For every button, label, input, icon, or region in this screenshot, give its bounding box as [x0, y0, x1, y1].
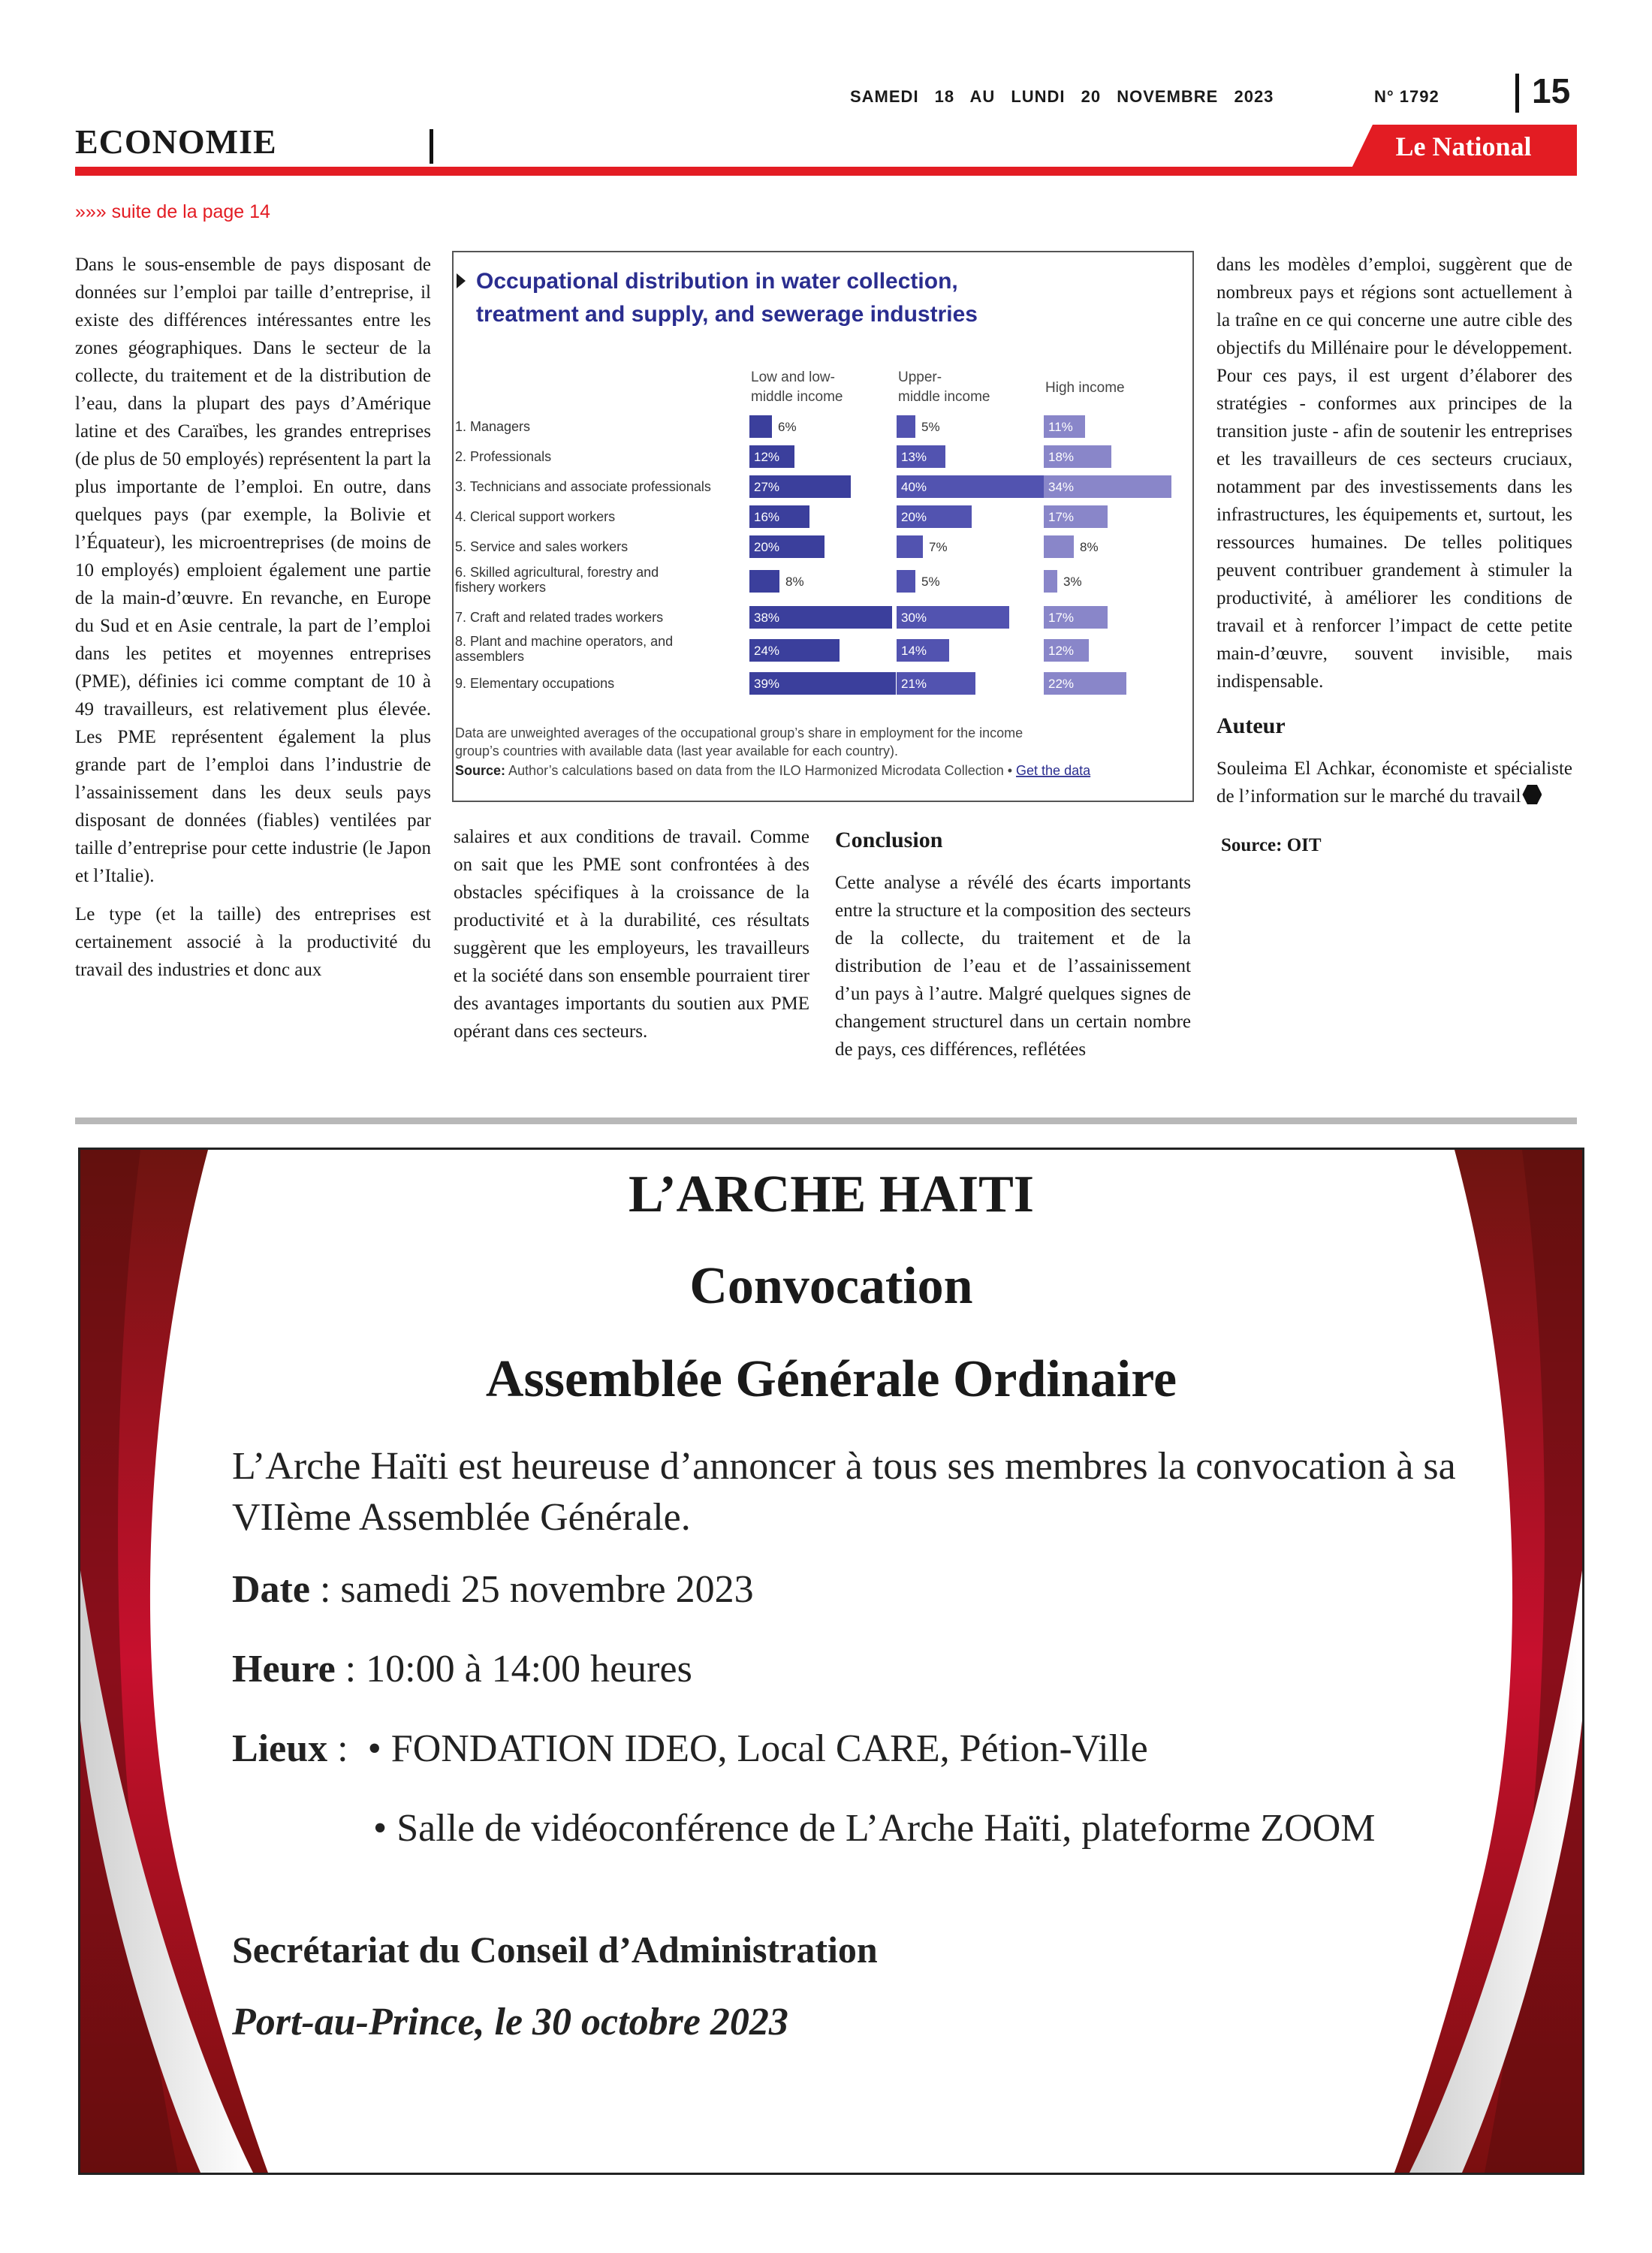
continued-from-link[interactable]: »»» suite de la page 14	[75, 201, 270, 222]
chart-source	[455, 763, 1091, 778]
category-label: fishery workers	[455, 580, 547, 595]
section-divider	[430, 129, 433, 164]
bar-value-label: 12%	[1048, 644, 1075, 658]
bar-value-label: 11%	[1048, 420, 1073, 434]
article-source: Source: OIT	[1221, 835, 1322, 855]
bar-value-label: 8%	[785, 575, 804, 589]
notice-time-line	[232, 1647, 692, 1691]
article-column-2	[454, 823, 809, 1056]
series-label: High income	[1045, 380, 1125, 396]
notice-subtitle: Convocation	[689, 1257, 973, 1315]
conclusion-heading: Conclusion	[835, 828, 943, 852]
issue-number: N° 1792	[1374, 87, 1439, 106]
bar-value-label: 5%	[921, 575, 940, 589]
category-label: 1. Managers	[455, 419, 531, 434]
category-label: 5. Service and sales workers	[455, 539, 629, 554]
notice-place-date: Port-au-Prince, le 30 octobre 2023	[232, 2001, 788, 2043]
bar-value-label: 21%	[901, 677, 927, 691]
bar-value-label: 3%	[1063, 575, 1082, 589]
section-separator	[75, 1117, 1577, 1124]
bar-value-label: 5%	[921, 420, 940, 434]
convocation-notice	[78, 1148, 1584, 2175]
chart-title: treatment and supply, and sewerage industries	[476, 302, 978, 327]
article-column-3	[835, 826, 1191, 1074]
category-label: 9. Elementary occupations	[455, 676, 615, 691]
bar-value-label: 27%	[754, 480, 780, 494]
chart-bar	[749, 415, 772, 438]
end-of-article-icon	[1522, 785, 1542, 804]
time-value: : 10:00 à 14:00 heures	[335, 1648, 692, 1691]
bar-value-label: 8%	[1080, 540, 1099, 554]
bar-value-label: 24%	[754, 644, 780, 658]
article-paragraph: Cette analyse a révélé des écarts importants entre la structure et la composition des secteurs de la collecte, du traitement et de la distribution de l’eau et de l’assainissement d’un pays à l’autre. Malgré quelques signes de changement structurel dans un certain nombre de pays, ces différences, reflétées	[835, 873, 1191, 1060]
series-label: middle income	[751, 389, 843, 405]
bar-value-label: 38%	[754, 611, 780, 625]
get-the-data-link[interactable]: Get the data	[1016, 763, 1091, 778]
date-value: : samedi 25 novembre 2023	[309, 1568, 754, 1611]
author-bio	[1216, 755, 1572, 810]
chart-note: Data are unweighted averages of the occupational group’s share in employment for the income	[455, 725, 1023, 740]
category-label: 7. Craft and related trades workers	[455, 610, 664, 625]
bar-value-label: 17%	[1048, 611, 1075, 625]
article-paragraph: Dans le sous-ensemble de pays disposant de données sur l’emploi par taille d’entreprise, il existe des différences intéressantes entre les zones géographiques. Dans le secteur de la collecte, du traitement et de la distribution de l’eau, dans la plupart des pays d’Amérique latine et des Caraïbes, les grandes entreprises (de plus de 50 employés) représentent la part la plus importante de l’emploi. En outre, dans quelques pays (par exemple, la Bolivie et l’Équateur), les microentreprises (de moins de 10 employés) emploient également une partie de la main-d’œuvre. En revanche, en Europe du Sud et en Asie centrale, la part de l’emploi dans les petites et moyennes entreprises (PME), définies ici comme comptant de 10 à 49 travailleurs, est relativement plus élevée. Les PME représentent également la plus grande part de l’emploi dans l’industrie de l’assainissement dans les deux seuls pays disposant de données (fiables) ventilées par taille d’entreprise pour cette industrie (le Japon et l’Italie).	[75, 255, 431, 886]
bar-value-label: 22%	[1048, 677, 1075, 691]
time-label: Heure	[232, 1648, 336, 1691]
series-label: middle income	[898, 389, 990, 405]
category-label: 3. Technicians and associate professionals	[455, 479, 711, 494]
paper-name: Le National	[1395, 131, 1532, 161]
article-paragraph: dans les modèles d’emploi, suggèrent que de nombreux pays et régions sont actuellement à la traîne en ce qui concerne une autre cible des objectifs du Millénaire pour le développement. Pour ces pays, il est urgent d’élaborer des stratégies - conformes aux principes de la transition juste - afin de soutenir les entreprises et les travailleurs de ces secteurs cruciaux, notamment par des investissements dans les infrastructures, les équipements et, surtout, les ressources humaines. De telles politiques peuvent contribuer grandement à stimuler la productivité, à améliorer les conditions de travail et à renforcer l’impact de cette petite main-d’œuvre, souvent invisible, mais indispensable.	[1216, 255, 1572, 692]
article-paragraph: salaires et aux conditions de travail. Comme on sait que les PME sont confrontées à des obstacles spécifiques à la croissance de la productivité et à la durabilité, ces résultats suggèrent que les employeurs, les travailleurs et la société dans son ensemble pourraient tirer des avantages importants du soutien aux PME opérant dans ces secteurs.	[454, 827, 809, 1042]
issue-date: SAMEDI 18 AU LUNDI 20 NOVEMBRE 2023	[850, 87, 1274, 106]
series-label: Upper-	[898, 369, 942, 385]
bar-value-label: 30%	[901, 611, 927, 625]
notice-intro: L’Arche Haïti est heureuse d’annoncer à tous ses membres la convocation à sa VIIème Assemblée Générale.	[232, 1445, 1456, 1539]
chart-note: group’s countries with available data (last year available for each country).	[455, 743, 898, 759]
bar-value-label: 7%	[929, 540, 948, 554]
bar-value-label: 40%	[901, 480, 927, 494]
chart-bar	[749, 570, 779, 593]
author-text: Souleima El Achkar, économiste et spécialiste de l’information sur le marché du travail	[1216, 759, 1572, 807]
notice-place-line	[232, 1727, 1148, 1771]
bar-value-label: 12%	[754, 450, 780, 464]
bar-value-label: 17%	[1048, 510, 1075, 524]
bar-value-label: 20%	[754, 540, 780, 554]
bar-value-label: 34%	[1048, 480, 1075, 494]
bar-value-label: 6%	[778, 420, 797, 434]
article-column-1	[75, 251, 431, 994]
occupational-distribution-chart	[452, 251, 1194, 802]
bar-value-label: 39%	[754, 677, 780, 691]
title-marker-icon	[457, 273, 466, 288]
notice-date-line	[232, 1567, 754, 1612]
article-column-4	[1216, 251, 1572, 870]
place-1: : • FONDATION IDEO, Local CARE, Pétion-Ville	[327, 1727, 1148, 1770]
category-label: 8. Plant and machine operators, and	[455, 634, 674, 649]
category-label: 6. Skilled agricultural, forestry and	[455, 565, 659, 580]
chart-source-text: Author’s calculations based on data from the ILO Harmonized Microdata Collection •	[505, 763, 1017, 778]
header-rule	[75, 167, 1577, 176]
date-label: Date	[232, 1568, 310, 1611]
chart-bar	[897, 570, 915, 593]
chart-title: Occupational distribution in water collection,	[476, 269, 958, 294]
author-heading: Auteur	[1216, 713, 1286, 738]
category-label: 4. Clerical support workers	[455, 509, 616, 524]
chart-bar	[1044, 535, 1074, 558]
bar-value-label: 13%	[901, 450, 927, 464]
bar-value-label: 20%	[901, 510, 927, 524]
page-number: 15	[1532, 71, 1571, 110]
chart-canvas	[454, 252, 1192, 801]
place-label: Lieux	[232, 1727, 328, 1770]
chart-bar	[897, 535, 923, 558]
category-label: 2. Professionals	[455, 449, 552, 464]
notice-title: L’ARCHE HAITI	[628, 1166, 1035, 1223]
chart-bar	[897, 415, 915, 438]
bar-value-label: 14%	[901, 644, 927, 658]
chart-bar	[1044, 570, 1057, 593]
section-title: ECONOMIE	[75, 122, 277, 161]
category-label: assemblers	[455, 649, 525, 664]
notice-event-name: Assemblée Générale Ordinaire	[485, 1350, 1177, 1408]
article-paragraph: Le type (et la taille) des entreprises est certainement associé à la productivité du travail des industries et donc aux	[75, 904, 431, 980]
bar-value-label: 16%	[754, 510, 780, 524]
place-2: • Salle de vidéoconférence de L’Arche Haïti, plateforme ZOOM	[373, 1807, 1376, 1850]
series-label: Low and low-	[751, 369, 835, 385]
chart-source-label: Source:	[455, 763, 506, 778]
bar-value-label: 18%	[1048, 450, 1075, 464]
page-number-divider	[1515, 74, 1519, 113]
notice-signatory: Secrétariat du Conseil d’Administration	[232, 1929, 878, 1971]
